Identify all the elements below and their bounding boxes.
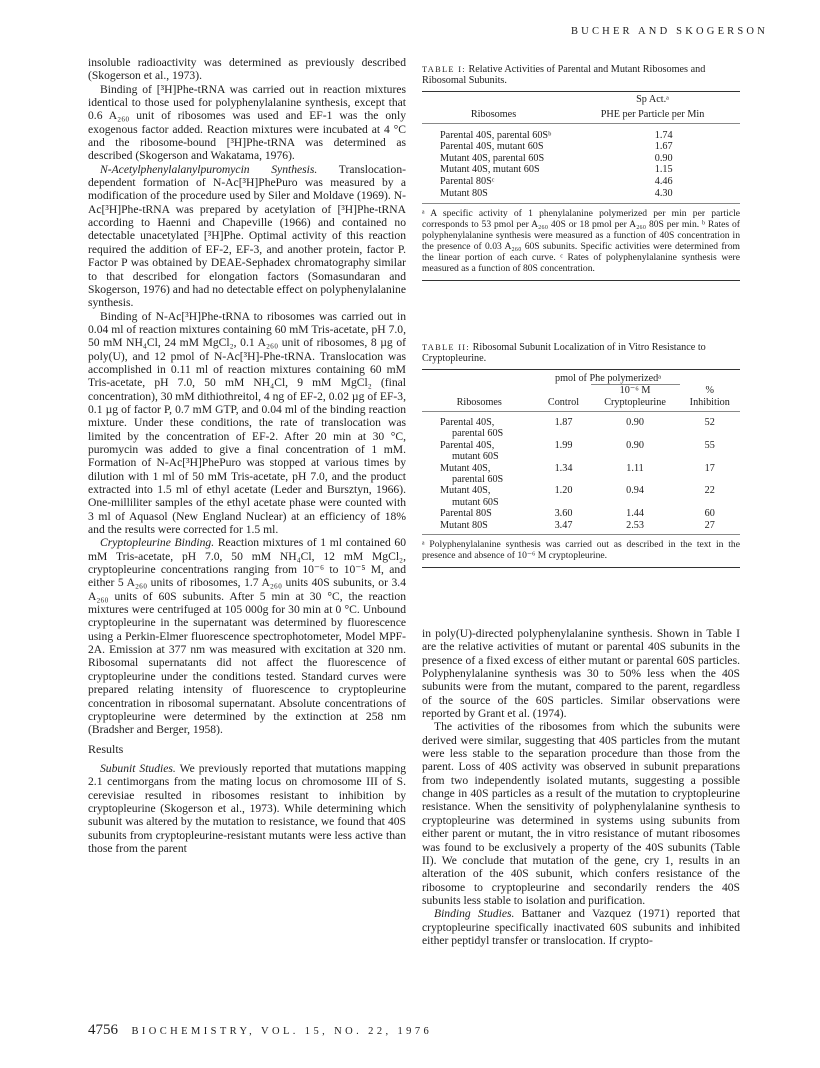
table-header: Ribosomes: [470, 109, 517, 121]
paragraph: Subunit Studies. We previously reported that mutations mapping 2.1 centimorgans from the mating locus on chromosome III of S. cerevisiae resulted in ribosomes resistant to inhibition by cryptopleurine (Skogerson et al., 1973). While determining which subunit was altered by the mutation to resistance, we found that 40S subunits from cryptopleurine-resistant mutants were less active than those from the parent: [88, 761, 406, 855]
table-row: Mutant 40S, mutant 60S 1.15: [440, 164, 673, 176]
table-row: Mutant 80S 4.30: [440, 187, 673, 199]
table-header: Ribosomes: [456, 396, 502, 408]
table: pmol of Phe polymerizedᵃ 10⁻⁶ M % Ribosomes Control Cryptopleurine Inhibition: [422, 373, 740, 408]
results-heading: Results: [88, 741, 124, 756]
running-head: BUCHER AND SKOGERSON: [570, 26, 768, 37]
table-row: Mutant 40S, mutant 60S 1.20 0.94 22: [440, 485, 715, 508]
table-body: [422, 130, 740, 200]
table-footnote: ᵃ Polyphenylalanine synthesis was carried out as described in the text in the presence and absence of 10⁻⁶ M cryptopleurine.: [422, 539, 740, 562]
table-row: Parental 40S, mutant 60S 1.67: [440, 141, 673, 153]
paragraph: Binding of N-Ac[³H]Phe-tRNA to ribosomes was carried out in 0.04 ml of reaction mixtures containing 60 mM Tris-acetate, pH 7.0, 50 mM NH₄Cl, 24 mM MgCl₂, 0.1 A₂₆₀ unit of ribosomes, 8 µg of poly(U), and 12 pmol of N-Ac[³H]-Phe-tRNA. Translocation was accomplished in 0.11 ml of reaction mixtures containing 60 mM Tris-acetate, pH 7.0, 50 mM NH₄Cl, 9 mM MgCl₂ (final concentration), 30 mM dithiothreitol, 4 ng of EF-2, 0.02 µg of EF-3, 0.1 µg of factor P, 0.7 mM GTP, and 0.04 ml of the binding reaction mixture. Under these conditions, the rate of translocation was limited by the concentration of EF-2. After 20 min at 30 °C, puromycin was added to give a final concentration of 1 mM. Formation of N-Ac[³H]PhePuro was stopped at various times by dilution with 1 ml of 50 mM Tris-acetate, pH 7.0, and the product extracted into 1.5 ml of ethyl acetate (Leder and Bursztyn, 1966). One-milliliter samples of the ethyl acetate phase were counted with 3 ml of Aquasol (New England Nuclear) at an efficiency of 18% and the results were corrected for 1.5 ml.: [88, 309, 406, 537]
paragraph: insoluble radioactivity was determined as previously described (Skogerson et al., 1973).: [88, 56, 406, 83]
table-row: Parental 40S, parental 60S 1.87 0.90 52: [440, 417, 715, 440]
table-caption: TABLE I: Relative Activities of Parental and Mutant Ribosomes and Ribosomal Subunits.: [422, 64, 706, 87]
table-body: [422, 417, 740, 531]
table-header: PHE per Particle per Min: [600, 109, 705, 121]
table-row: Mutant 80S 3.47 2.53 27: [440, 519, 715, 531]
table-caption: TABLE II: Ribosomal Subunit Localization of in Vitro Resistance to Cryptopleurine.: [422, 342, 706, 365]
paragraph: Binding Studies. Battaner and Vazquez (1971) reported that cryptopleurine specifically inactivated 60S subunits and inhibited either peptidyl transfer or translocation. If crypto-: [422, 907, 740, 947]
table-footnote: ᵃ A specific activity of 1 phenylalanine polymerized per min per particle corresponds to 53 pmol per A₂₆₀ 40S or 18 pmol per A₂₆₀ 80S per min. ᵇ Rates of polyphenylalanine synthesis were measured as a function of 40S concentration in the presence of 0.03 A₂₆₀ 60S subunits. Specific activities were determined from the linear portion of each curve. ᶜ Rates of polyphenylalanine synthesis were measured as a function of 80S concentration.: [422, 208, 740, 275]
table-row: Parental 40S, mutant 60S 1.99 0.90 55: [440, 439, 715, 463]
left-column: [88, 56, 406, 855]
section-head: Binding Studies.: [434, 907, 515, 921]
paragraph: in poly(U)-directed polyphenylalanine synthesis. Shown in Table I are the relative activities of mutant or parental 40S subunits in the presence of a fixed excess of either mutant or parental 60S particles. Polyphenylalanine synthesis was 30 to 50% less when the 40S subunits were from the mutant, compared to the parent, regardless of the source of the 60S particles. Similar observations were reported by Grant et al. (1974).: [422, 627, 740, 721]
right-column: [422, 627, 740, 947]
table-header: pmol of Phe polymerizedᵃ: [554, 372, 662, 384]
paragraph: Cryptopleurine Binding. Reaction mixtures of 1 ml contained 60 mM Tris-acetate, pH 7.0, 50 mM NH₄Cl, 12 mM MgCl₂, cryptopleurine concentrations ranging from 10⁻⁶ to 10⁻⁵ M, and either 5 A₂₆₀ units of ribosomes, 1.7 A₂₆₀ units 40S subunits, or 3.4 A₂₆₀ units of 60S subunits. After 5 min at 30 °C, the reaction mixtures were centrifuged at 105 000g for 30 min at 0 °C. Unbound cryptopleurine in the supernatant was determined by fluorescence using a Perkin-Elmer fluorescence spectrophotometer, Model MPF-2A. Emission at 377 nm was measured with excitation at 320 nm. Ribosomal supernatants did not affect the fluorescence of cryptopleurine under the conditions tested. Standard curves were prepared relating intensity of fluorescence to cryptopleurine concentration in ribosomal supernatant. Absolute concentrations of cryptopleurine were determined by the extinction at 258 nm (Bradsher and Berger, 1958).: [88, 536, 407, 737]
section-head: N-Acetylphenylalanylpuromycin Synthesis.: [100, 162, 318, 176]
journal-citation: BIOCHEMISTRY, VOL. 15, NO. 22, 1976: [131, 1026, 433, 1037]
paragraph: Binding of [³H]Phe-tRNA was carried out in reaction mixtures identical to those used for polyphenylalanine synthesis, except that 0.6 A₂₆₀ unit of ribosomes was used and EF-1 was the only exogenous factor added. Reaction mixtures were incubated at 4 °C and the ribosome-bound [³H]Phe-tRNA was determined as described (Skogerson and Wakatama, 1976).: [88, 82, 406, 163]
table-row: Mutant 40S, parental 60S 1.34 1.11 17: [440, 462, 715, 486]
table-header: Sp Act.ᵃ: [636, 93, 669, 105]
paragraph: The activities of the ribosomes from which the subunits were derived were similar, suggesting that 40S particles from the mutant were less stable to the separation procedure than those from the parent. Loss of 40S activity was observed in subunit preparations from two independently isolated mutants, suggesting a possible change in 40S particles as a result of the mutation to cryptopleurine resistance. When the sensitivity of polyphenylalanine synthesis to cryptopleurine was determined in systems using subunits from either parent or mutant, the in vitro resistance of mutant ribosomes was found to be exclusively a property of the 40S subunits (Table II). We conclude that mutation of the gene, cry 1, results in an alteration of the 40S subunit, which confers resistance of the ribosome to cryptopleurine and secondarily renders the 40S subunits less stable to isolation and purification.: [422, 720, 740, 907]
table-2: [422, 342, 740, 568]
table-row: Parental 80S 3.60 1.44 60: [440, 508, 715, 520]
section-head: Cryptopleurine Binding.: [100, 536, 215, 550]
page-number: 4756: [88, 1022, 118, 1038]
table: [422, 92, 740, 123]
section-head: Subunit Studies.: [100, 761, 176, 775]
table-1: [422, 64, 740, 281]
table-row: Mutant 40S, parental 60S 0.90: [440, 152, 673, 164]
paragraph: N-Acetylphenylalanylpuromycin Synthesis. Translocation-dependent formation of N-Ac[³H]PhePuro was measured by a modification of the procedure used by Siler and Moldave (1969). N-Ac[³H]Phe-tRNA was prepared by acetylation of [³H]Phe-tRNA according to Haenni and Chapeville (1966) and contained no detectable unacetylated [³H]Phe. Optimal activity of this reaction required the addition of EF-2, EF-3, and another protein, factor P. Factor P was obtained by DEAE-Sephadex chromatography similar to that described for elongation factors (Somasundaran and Skogerson, 1976) and had no detectable effect on polyphenylalanine synthesis.: [88, 162, 406, 310]
page-footer: [88, 1022, 432, 1039]
table-row: Parental 40S, parental 60Sᵇ 1.74: [440, 129, 673, 141]
table-row: Parental 80Sᶜ 4.46: [440, 176, 673, 187]
